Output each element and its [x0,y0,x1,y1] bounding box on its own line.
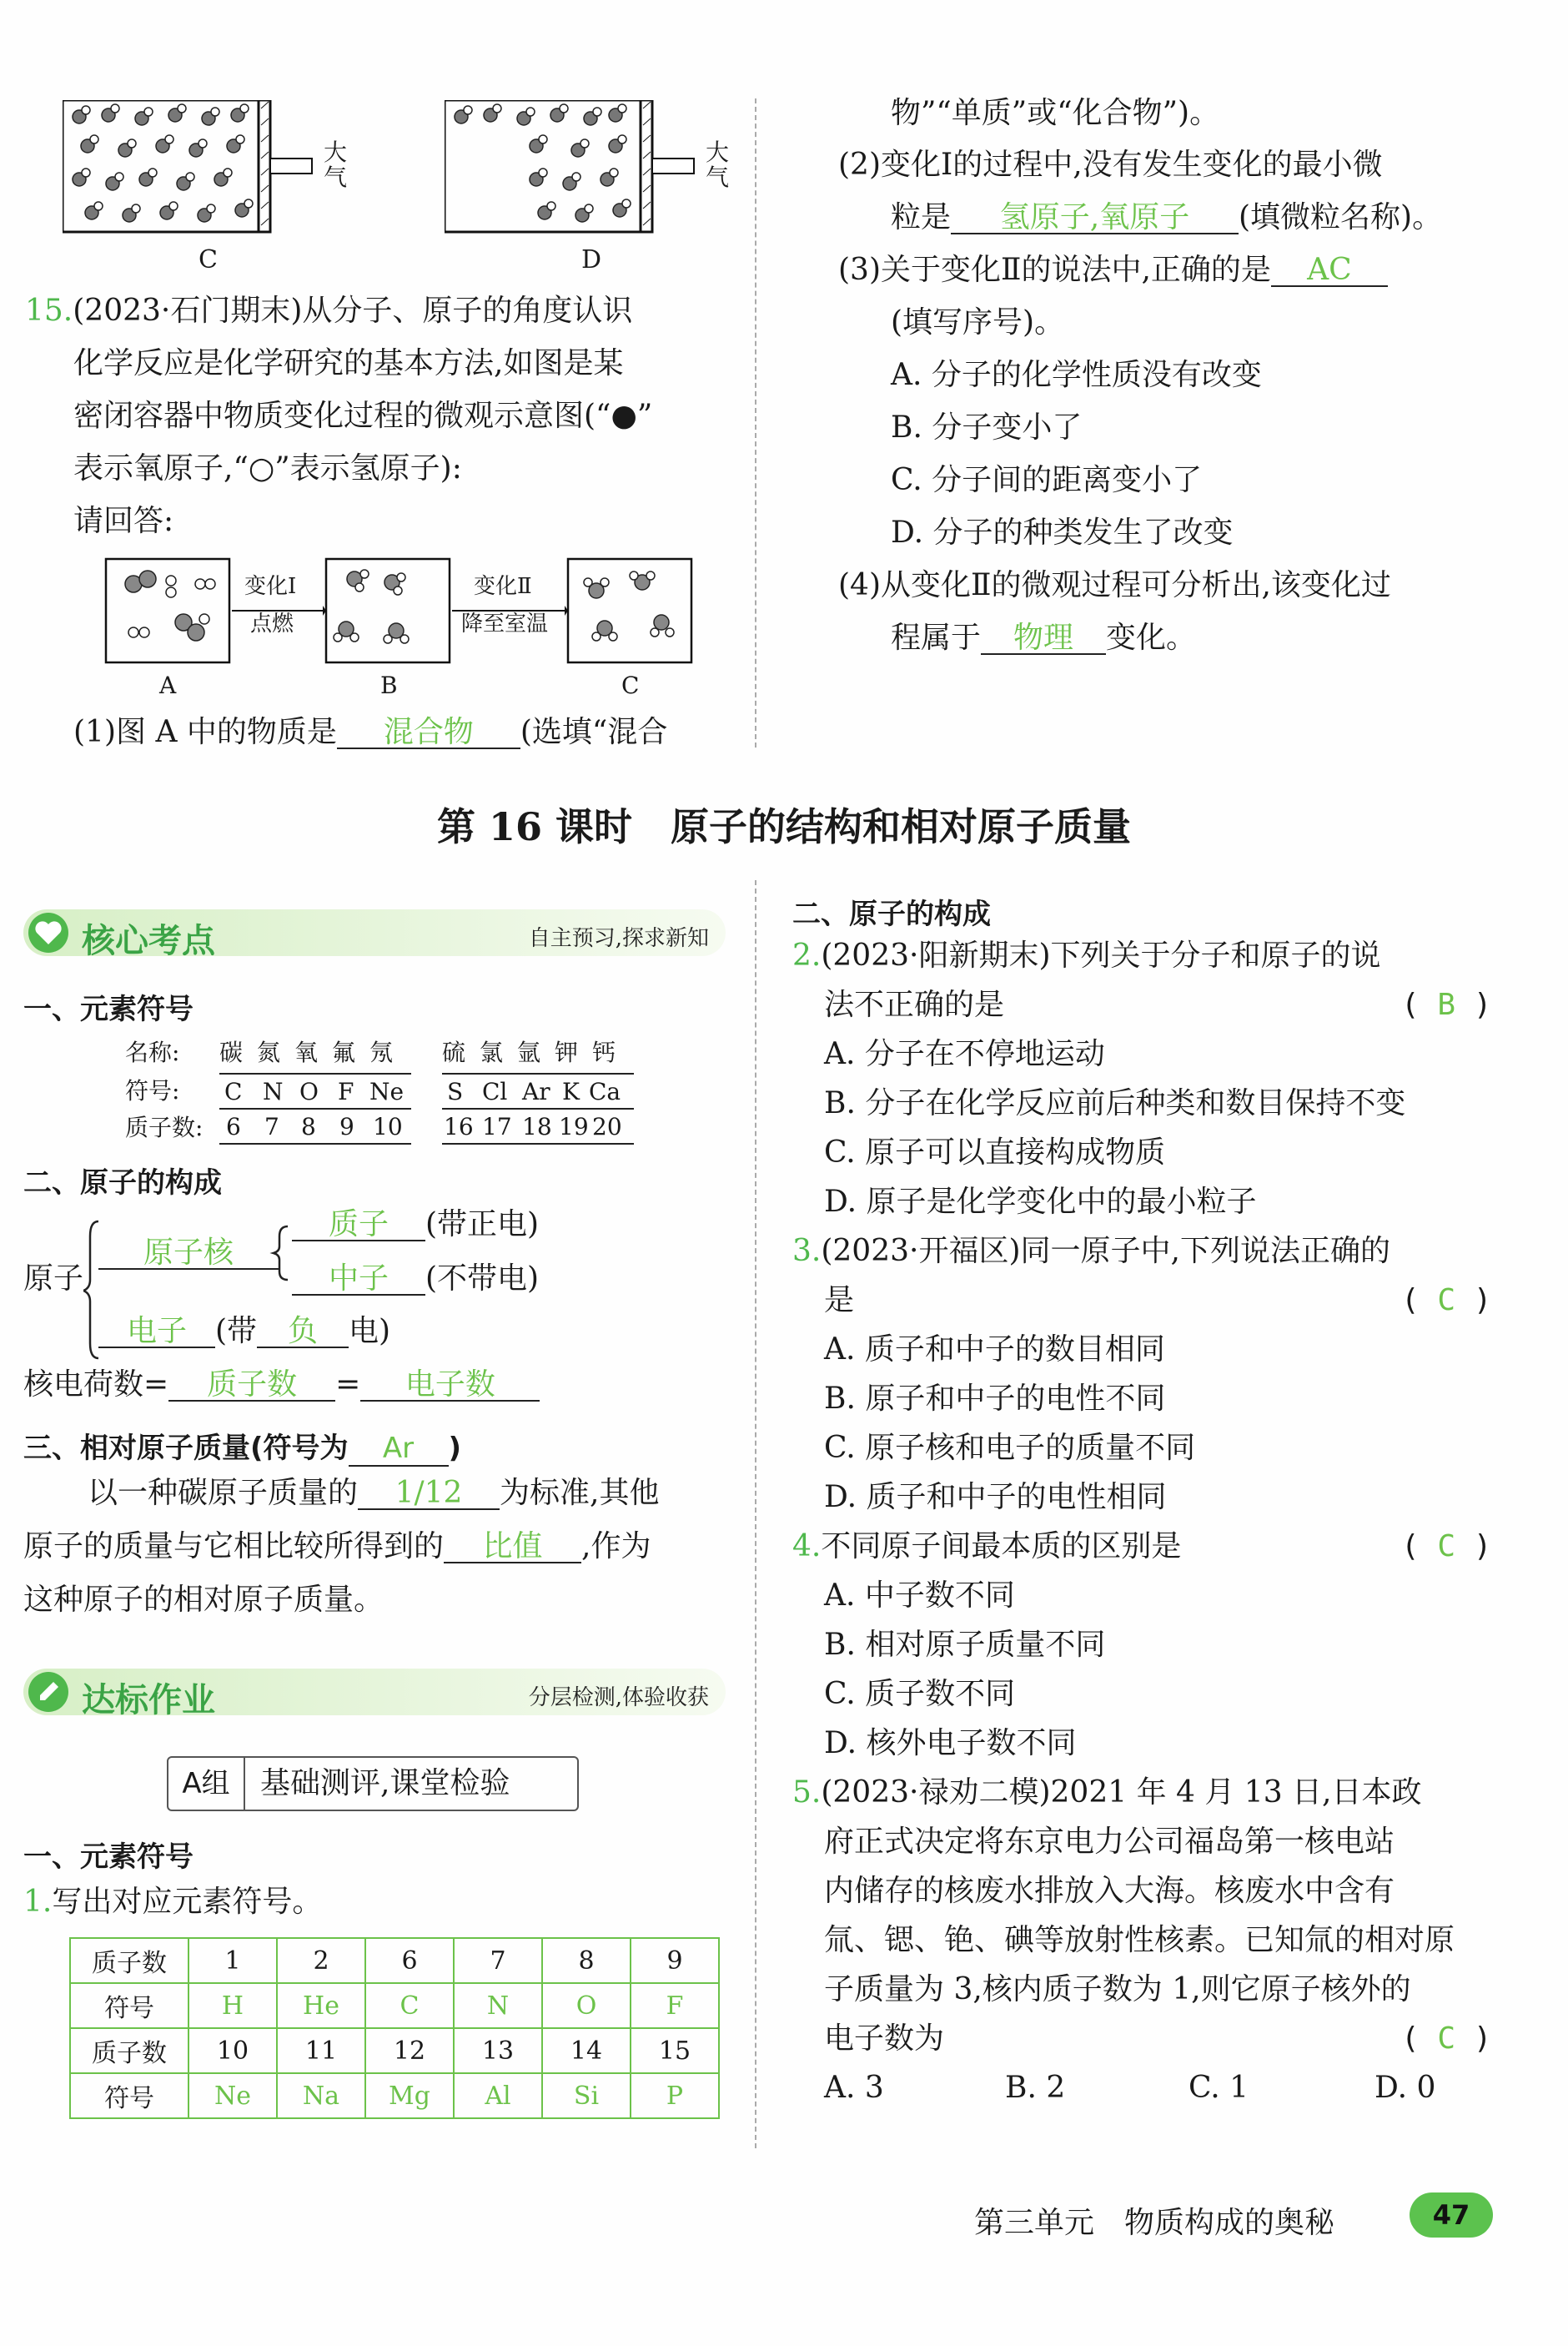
q15-line2: 化学反应是化学研究的基本方法,如图是某 [73,346,624,380]
flow-step2-label: 变化Ⅱ [474,574,532,599]
q15-part3-line1 [838,255,1388,287]
q2-opt-d: D. 原子是化学变化中的最小粒子 [824,1185,1257,1219]
q3-number: 3. [792,1234,822,1268]
q2-number: 2. [792,939,822,973]
atom-structure-brackets [83,1203,317,1382]
core-h1: 一、元素符号 [23,993,193,1026]
row-header: 质子数 [70,2028,188,2073]
table-cell: 13 [454,2028,542,2073]
core-banner-title: 核心考点 [82,922,215,960]
electron-charge-answer: 负 [257,1316,349,1348]
row-header: 符号 [70,1983,188,2028]
rel-mass-para1 [88,1478,659,1510]
row-header: 质子数 [70,1938,188,1983]
name-cell: 钙 [592,1039,616,1066]
num-cell: 8 [301,1113,316,1140]
q4-answer-paren: ( C ) [1401,1529,1492,1563]
q5-opt-a: A. 3 [824,2071,884,2105]
para2-pre: 原子的质量与它相比较所得到的 [23,1529,445,1563]
table-cell: 7 [454,1938,542,1983]
proton-answer: 质子 [292,1210,425,1241]
container-c-svg [63,100,346,242]
q15-p1-answer: 混合物 [337,717,520,749]
answer-cell: P [631,2073,719,2118]
q2-answer: B [1437,988,1456,1022]
q4-opt-d: D. 核外电子数不同 [824,1726,1077,1760]
q5-answer-paren: ( C ) [1401,2021,1492,2056]
q5-opt-b: B. 2 [1005,2071,1066,2105]
num-cell: 16 [444,1113,474,1140]
row-label-symbol: 符号: [125,1077,180,1105]
symbol-cell: N [263,1078,284,1105]
charge-eq: = [335,1367,361,1402]
q4-opt-c: C. 质子数不同 [824,1677,1016,1711]
table-cell: 15 [631,2028,719,2073]
q3-line1 [792,1236,1390,1266]
answer-cell: C [365,1983,454,2028]
q15-p3-answer: AC [1271,255,1388,287]
num-cell: 9 [339,1113,354,1140]
para1-answer: 1/12 [358,1478,500,1510]
q15-p1-pre: (1)图 A 中的物质是 [73,715,337,749]
row-header: 符号 [70,2073,188,2118]
homework-banner-sub: 分层检测,体验收获 [528,1685,709,1710]
symbol-cell: O [299,1078,319,1105]
core-banner-sub: 自主预习,探求新知 [528,926,709,951]
q5-line3: 内储存的核废水排放入大海。核废水中含有 [824,1874,1395,1908]
core-h3-post: ) [448,1432,462,1465]
rel-mass-para3: 这种原子的相对原子质量。 [23,1583,384,1617]
electron-note-post: 电) [349,1314,391,1348]
reaction-flow-diagram [104,557,696,666]
q5-line4: 氚、锶、铯、碘等放射性核素。已知氚的相对原 [824,1923,1455,1957]
q4-answer: C [1437,1529,1456,1563]
q4-opt-b: B. 相对原子质量不同 [824,1628,1106,1662]
name-cell: 硫 [442,1039,466,1066]
q3-opt-a: A. 质子和中子的数目相同 [824,1332,1165,1367]
num-cell: 17 [482,1113,512,1140]
para1-pre: 以一种碳原子质量的 [88,1476,359,1510]
answer-cell: Al [454,2073,542,2118]
flow-step1-sub: 点燃 [250,612,294,637]
charge-pre: 核电荷数= [23,1367,169,1402]
q15-right-line0: 物”“单质”或“化合物”)。 [891,96,1220,130]
q5-line1 [792,1775,1422,1810]
q4-number: 4. [792,1529,822,1563]
symbol-cell: K [562,1078,580,1105]
core-h2: 二、原子的构成 [23,1166,222,1200]
name-cell: 氯 [480,1039,504,1066]
core-h3 [23,1425,461,1467]
answer-cell: He [277,1983,365,2028]
rel-mass-para2 [23,1529,651,1563]
symbol-cell: Ar [522,1078,550,1105]
para1-post: 为标准,其他 [500,1476,660,1510]
table-cell: 12 [365,2028,454,2073]
q15-p3-opt-b: B. 分子变小了 [891,410,1083,445]
q15-p2-post: (填微粒名称)。 [1239,200,1443,234]
num-cell: 10 [373,1113,403,1140]
atom-label: 原子 [23,1261,84,1296]
table-cell: 6 [365,1938,454,1983]
num-cell: 6 [226,1113,241,1140]
electron-line [98,1316,390,1348]
q15-part1 [73,717,667,749]
symbol-cell: Cl [482,1078,508,1105]
ar-answer: Ar [349,1432,449,1467]
proton-line [292,1207,540,1241]
q2-line1 [792,941,1381,971]
q1-text: 写出对应元素符号。 [52,1885,323,1919]
brackets-svg [83,1203,317,1378]
para2-answer: 比值 [444,1532,581,1563]
answer-cell: Mg [365,2073,454,2118]
flow-label-b: B [380,672,398,699]
q5-number: 5. [792,1775,822,1810]
q4-line1 [792,1529,1182,1563]
q15-part3-post: (填写序号)。 [891,305,1065,340]
air-label-c: 大气 [324,138,348,191]
name-cell: 氮 [257,1039,281,1066]
q15-p4-post: 变化。 [1106,621,1197,655]
q5-line6: 电子数为 [824,2021,945,2056]
table-cell: 8 [542,1938,631,1983]
symbol-cell: F [338,1078,354,1105]
q15-p4-pre2: 程属于 [891,621,982,655]
right-h2: 二、原子的构成 [792,898,991,931]
q15-part2-line2 [891,200,1443,234]
q15-number: 15. [25,294,73,328]
neutron-answer: 中子 [292,1264,425,1296]
table-cell: 11 [277,2028,365,2073]
table-row [70,2073,719,2118]
container-diagram-d [445,100,645,232]
flow-label-a: A [159,672,177,699]
table-row [70,1938,719,1983]
answer-cell: N [454,1983,542,2028]
electron-note-pre: (带 [215,1314,258,1348]
air-label-d: 大气 [706,138,730,191]
q3-text-1: (2023·开福区)同一原子中,下列说法正确的 [821,1234,1390,1268]
lesson-title: 第 16 课时 原子的结构和相对原子质量 [436,804,1132,849]
q15-p4-answer: 物理 [981,623,1106,655]
q15-part4-line2 [891,623,1196,655]
column-divider-top [755,98,756,748]
charge-line [23,1367,540,1402]
container-diagram-c [63,100,263,232]
flow-step1-label: 变化Ⅰ [244,574,297,599]
symbols-group-1 [219,1073,411,1110]
q5-opt-c: C. 1 [1189,2071,1249,2105]
q2-opt-b: B. 分子在化学反应前后种类和数目保持不变 [824,1086,1406,1120]
q2-line2: 法不正确的是 [824,988,1005,1022]
q5-line5: 子质量为 3,核内质子数为 1,则它原子核外的 [824,1972,1411,2006]
group-a-title: 基础测评,课堂检验 [260,1766,510,1800]
table-row [70,1983,719,2028]
pencil-icon [28,1672,68,1712]
q4-opt-a: A. 中子数不同 [824,1578,1015,1613]
q15-p2-answer: 氢原子,氧原子 [951,203,1239,234]
name-cell: 碳 [219,1039,244,1066]
homework-h1: 一、元素符号 [23,1840,193,1874]
core-h3-pre: 三、相对原子质量(符号为 [23,1432,349,1465]
element-symbol-table [69,1937,720,2119]
name-cell: 氟 [332,1039,356,1066]
charge-answer-1: 质子数 [168,1370,335,1402]
container-d-svg [445,100,728,242]
q5-text-1: (2023·禄劝二模)2021 年 4 月 13 日,日本政 [821,1775,1422,1810]
neutron-line [292,1261,540,1296]
diagram-d-label: D [581,245,602,274]
q3-opt-b: B. 原子和中子的电性不同 [824,1382,1166,1416]
q3-opt-c: C. 原子核和电子的质量不同 [824,1431,1196,1465]
table-cell: 1 [188,1938,277,1983]
row-label-name: 名称: [125,1039,180,1066]
group-a-label: A组 [168,1758,245,1810]
q1-line [23,1887,322,1917]
num-cell: 20 [592,1113,622,1140]
homework-banner [23,1669,726,1719]
q15-p1-post: (选填“混合 [520,715,668,749]
symbol-cell: Ne [369,1078,405,1105]
footer-unit: 第三单元 物质构成的奥秘 [974,2206,1335,2240]
q2-text-1: (2023·阳新期末)下列关于分子和原子的说 [821,939,1381,973]
page-number-badge [1410,2192,1493,2238]
reaction-flow-svg [104,557,696,666]
q15-part2-line1: (2)变化Ⅰ的过程中,没有发生变化的最小微 [838,148,1383,182]
table-cell: 2 [277,1938,365,1983]
nums-group-1 [219,1110,411,1145]
q1-number: 1. [23,1885,53,1919]
name-cell: 氧 [294,1039,319,1066]
num-cell: 19 [559,1113,589,1140]
row-label-proton: 质子数: [125,1114,204,1141]
nucleus-answer: 原子核 [98,1238,279,1270]
q5-line2: 府正式决定将东京电力公司福岛第一核电站 [824,1825,1395,1859]
para2-post: ,作为 [581,1529,651,1563]
electron-answer: 电子 [98,1316,215,1348]
answer-cell: Na [277,2073,365,2118]
q15-line3: 密闭容器中物质变化过程的微观示意图(“●” [73,399,653,433]
proton-note: (带正电) [425,1207,540,1241]
q2-opt-a: A. 分子在不停地运动 [824,1037,1105,1071]
neutron-note: (不带电) [425,1261,540,1296]
q15-line1 [25,296,632,326]
answer-cell: H [188,1983,277,2028]
table-cell: 10 [188,2028,277,2073]
q15-text-1: (2023·石门期末)从分子、原子的角度认识 [73,294,633,328]
answer-cell: Si [542,2073,631,2118]
answer-cell: O [542,1983,631,2028]
q4-text-1: 不同原子间最本质的区别是 [821,1529,1182,1563]
q3-answer: C [1437,1283,1456,1317]
heart-icon [28,913,68,953]
symbol-cell: Ca [589,1078,621,1105]
column-divider-bottom [755,880,756,2148]
q15-p3-opt-c: C. 分子间的距离变小了 [891,463,1203,497]
q2-opt-c: C. 原子可以直接构成物质 [824,1135,1166,1170]
nucleus-line [98,1238,279,1270]
q15-p2-pre2: 粒是 [891,200,952,234]
q15-p3-opt-d: D. 分子的种类发生了改变 [891,516,1234,550]
diagram-c-label: C [199,245,218,274]
name-cell: 氩 [517,1039,541,1066]
table-row [70,2028,719,2073]
q15-p3-pre: (3)关于变化Ⅱ的说法中,正确的是 [838,253,1271,287]
symbol-cell: S [447,1078,464,1105]
answer-cell: F [631,1983,719,2028]
flow-step2-sub: 降至室温 [461,612,549,637]
table-cell: 9 [631,1938,719,1983]
q15-p3-opt-a: A. 分子的化学性质没有改变 [891,358,1262,392]
name-cell: 氖 [369,1039,394,1066]
name-cell: 钾 [555,1039,579,1066]
num-cell: 18 [522,1113,552,1140]
page-number: 47 [1432,2199,1470,2231]
nums-group-2 [442,1110,634,1145]
q15-line5: 请回答: [73,504,174,538]
q5-opt-d: D. 0 [1375,2071,1436,2105]
symbol-table [69,1937,720,2119]
flow-label-c: C [621,672,640,699]
q5-answer: C [1437,2021,1456,2056]
q3-line2: 是 [824,1283,855,1317]
q2-answer-paren: ( B ) [1401,988,1492,1022]
num-cell: 7 [264,1113,279,1140]
symbol-cell: C [224,1078,243,1105]
symbols-group-2 [442,1073,634,1110]
charge-answer-2: 电子数 [360,1370,540,1402]
table-cell: 14 [542,2028,631,2073]
q3-opt-d: D. 质子和中子的电性相同 [824,1480,1167,1514]
q3-answer-paren: ( C ) [1401,1283,1492,1317]
core-banner [23,909,726,960]
q15-line4: 表示氧原子,“○”表示氢原子): [73,451,462,486]
answer-cell: Ne [188,2073,277,2118]
homework-banner-title: 达标作业 [82,1681,215,1719]
q15-part4-line1: (4)从变化Ⅱ的微观过程可分析出,该变化过 [838,568,1391,602]
group-a-box [167,1756,579,1811]
